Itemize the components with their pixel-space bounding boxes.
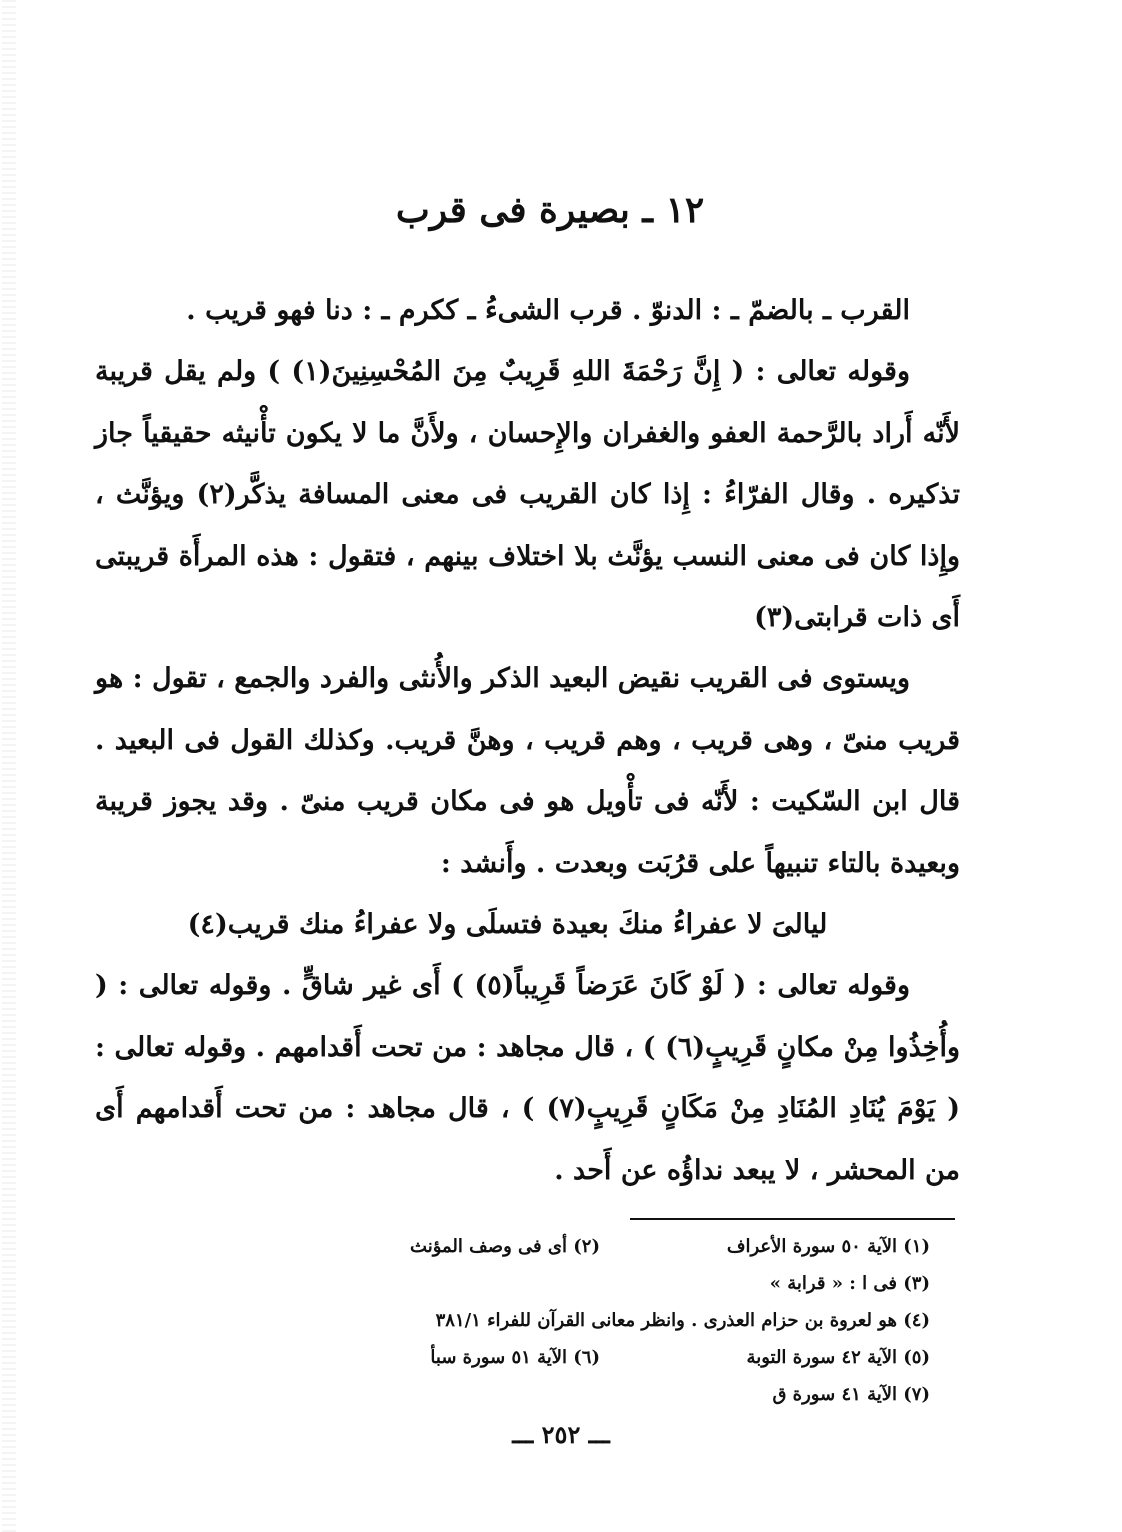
footnote-6: (٦) الآية ٥١ سورة سبأ	[430, 1347, 600, 1368]
footnote-5: (٥) الآية ٤٢ سورة التوبة	[746, 1347, 930, 1368]
footnote-4: (٤) هو لعروة بن حزام العذرى . وانظر معانى القرآن للفراء ٣٨١/١	[435, 1310, 930, 1331]
footnote-row	[240, 1265, 930, 1302]
footnote-row	[240, 1376, 930, 1413]
paragraph-1: القرب ـ بالضمّ ـ : الدنوّ . قرب الشىءُ ـ ككرم ـ : دنا فهو قريب .	[186, 295, 910, 326]
poetry-verse: ليالىَ لا عفراءُ منكَ بعيدة فتسلَى ولا عفراءُ منك قريب(٤)	[187, 909, 828, 941]
footnote-7: (٧) الآية ٤١ سورة ق	[772, 1384, 930, 1405]
footnote-2: (٢) أى فى وصف المؤنث	[410, 1236, 600, 1257]
footnote-row	[240, 1302, 930, 1339]
footnote-row	[240, 1228, 930, 1265]
footnote-1: (١) الآية ٥٠ سورة الأعراف	[726, 1236, 930, 1257]
main-text	[95, 280, 960, 1201]
scan-gutter	[2, 0, 16, 1532]
paragraph-3: ويستوى فى القريب نقيض البعيد الذكر والأُنثى والفرد والجمع ، تقول : هو قريب منىّ ، وهى قريب ، وهم قريب ، وهنَّ قريب. وكذلك القول فى البعيد . قال ابن السّكيت : لأَنّه فى تأْويل هو فى مكان قريب منىّ . وقد يجوز قريبة وبعيدة بالتاء تنبيهاً على قرُبَت وبعدت . وأَنشد :	[95, 663, 960, 879]
footnote-row	[240, 1339, 930, 1376]
footnote-divider	[630, 1218, 955, 1220]
paragraph-4: وقوله تعالى : ( لَوْ كَانَ عَرَضاً قَرِيباً(٥) ) أَى غير شاقٍّ . وقوله تعالى : ( وأُخِذُوا مِنْ مكانٍ قَرِيبٍ(٦) ) ، قال مجاهد : من تحت أَقدامهم . وقوله تعالى : ( يَوْمَ يُنَادِ المُنَادِ مِنْ مَكَانٍ قَرِيبٍ(٧) ) ، قال مجاهد : من تحت أَقدامهم أَى من المحشر ، لا يبعد نداؤُه عن أَحد .	[95, 970, 960, 1186]
chapter-heading: ١٢ ـ بصيرة فى قرب	[395, 189, 705, 231]
page-number: ـــ ٢٥٢ ـــ	[512, 1420, 610, 1449]
footnotes	[240, 1228, 930, 1413]
paragraph-2: وقوله تعالى : ( إِنَّ رَحْمَةَ اللهِ قَرِيبٌ مِنَ المُحْسِنِينَ(١) ) ولم يقل قريبة لأَنّه أَراد بالرَّحمة العفو والغفران والإِحسان ، ولأَنَّ ما لا يكون تأْنيثه حقيقياً جاز تذكيره . وقال الفرّاءُ : إِذا كان القريب فى معنى المسافة يذكَّر(٢) ويؤنَّث ، وإِذا كان فى معنى النسب يؤنَّث بلا اختلاف بينهم ، فتقول : هذه المرأَة قريبتى أَى ذات قرابتى(٣)	[95, 356, 961, 634]
footnote-3: (٣) فى ا : « قرابة »	[769, 1273, 930, 1294]
